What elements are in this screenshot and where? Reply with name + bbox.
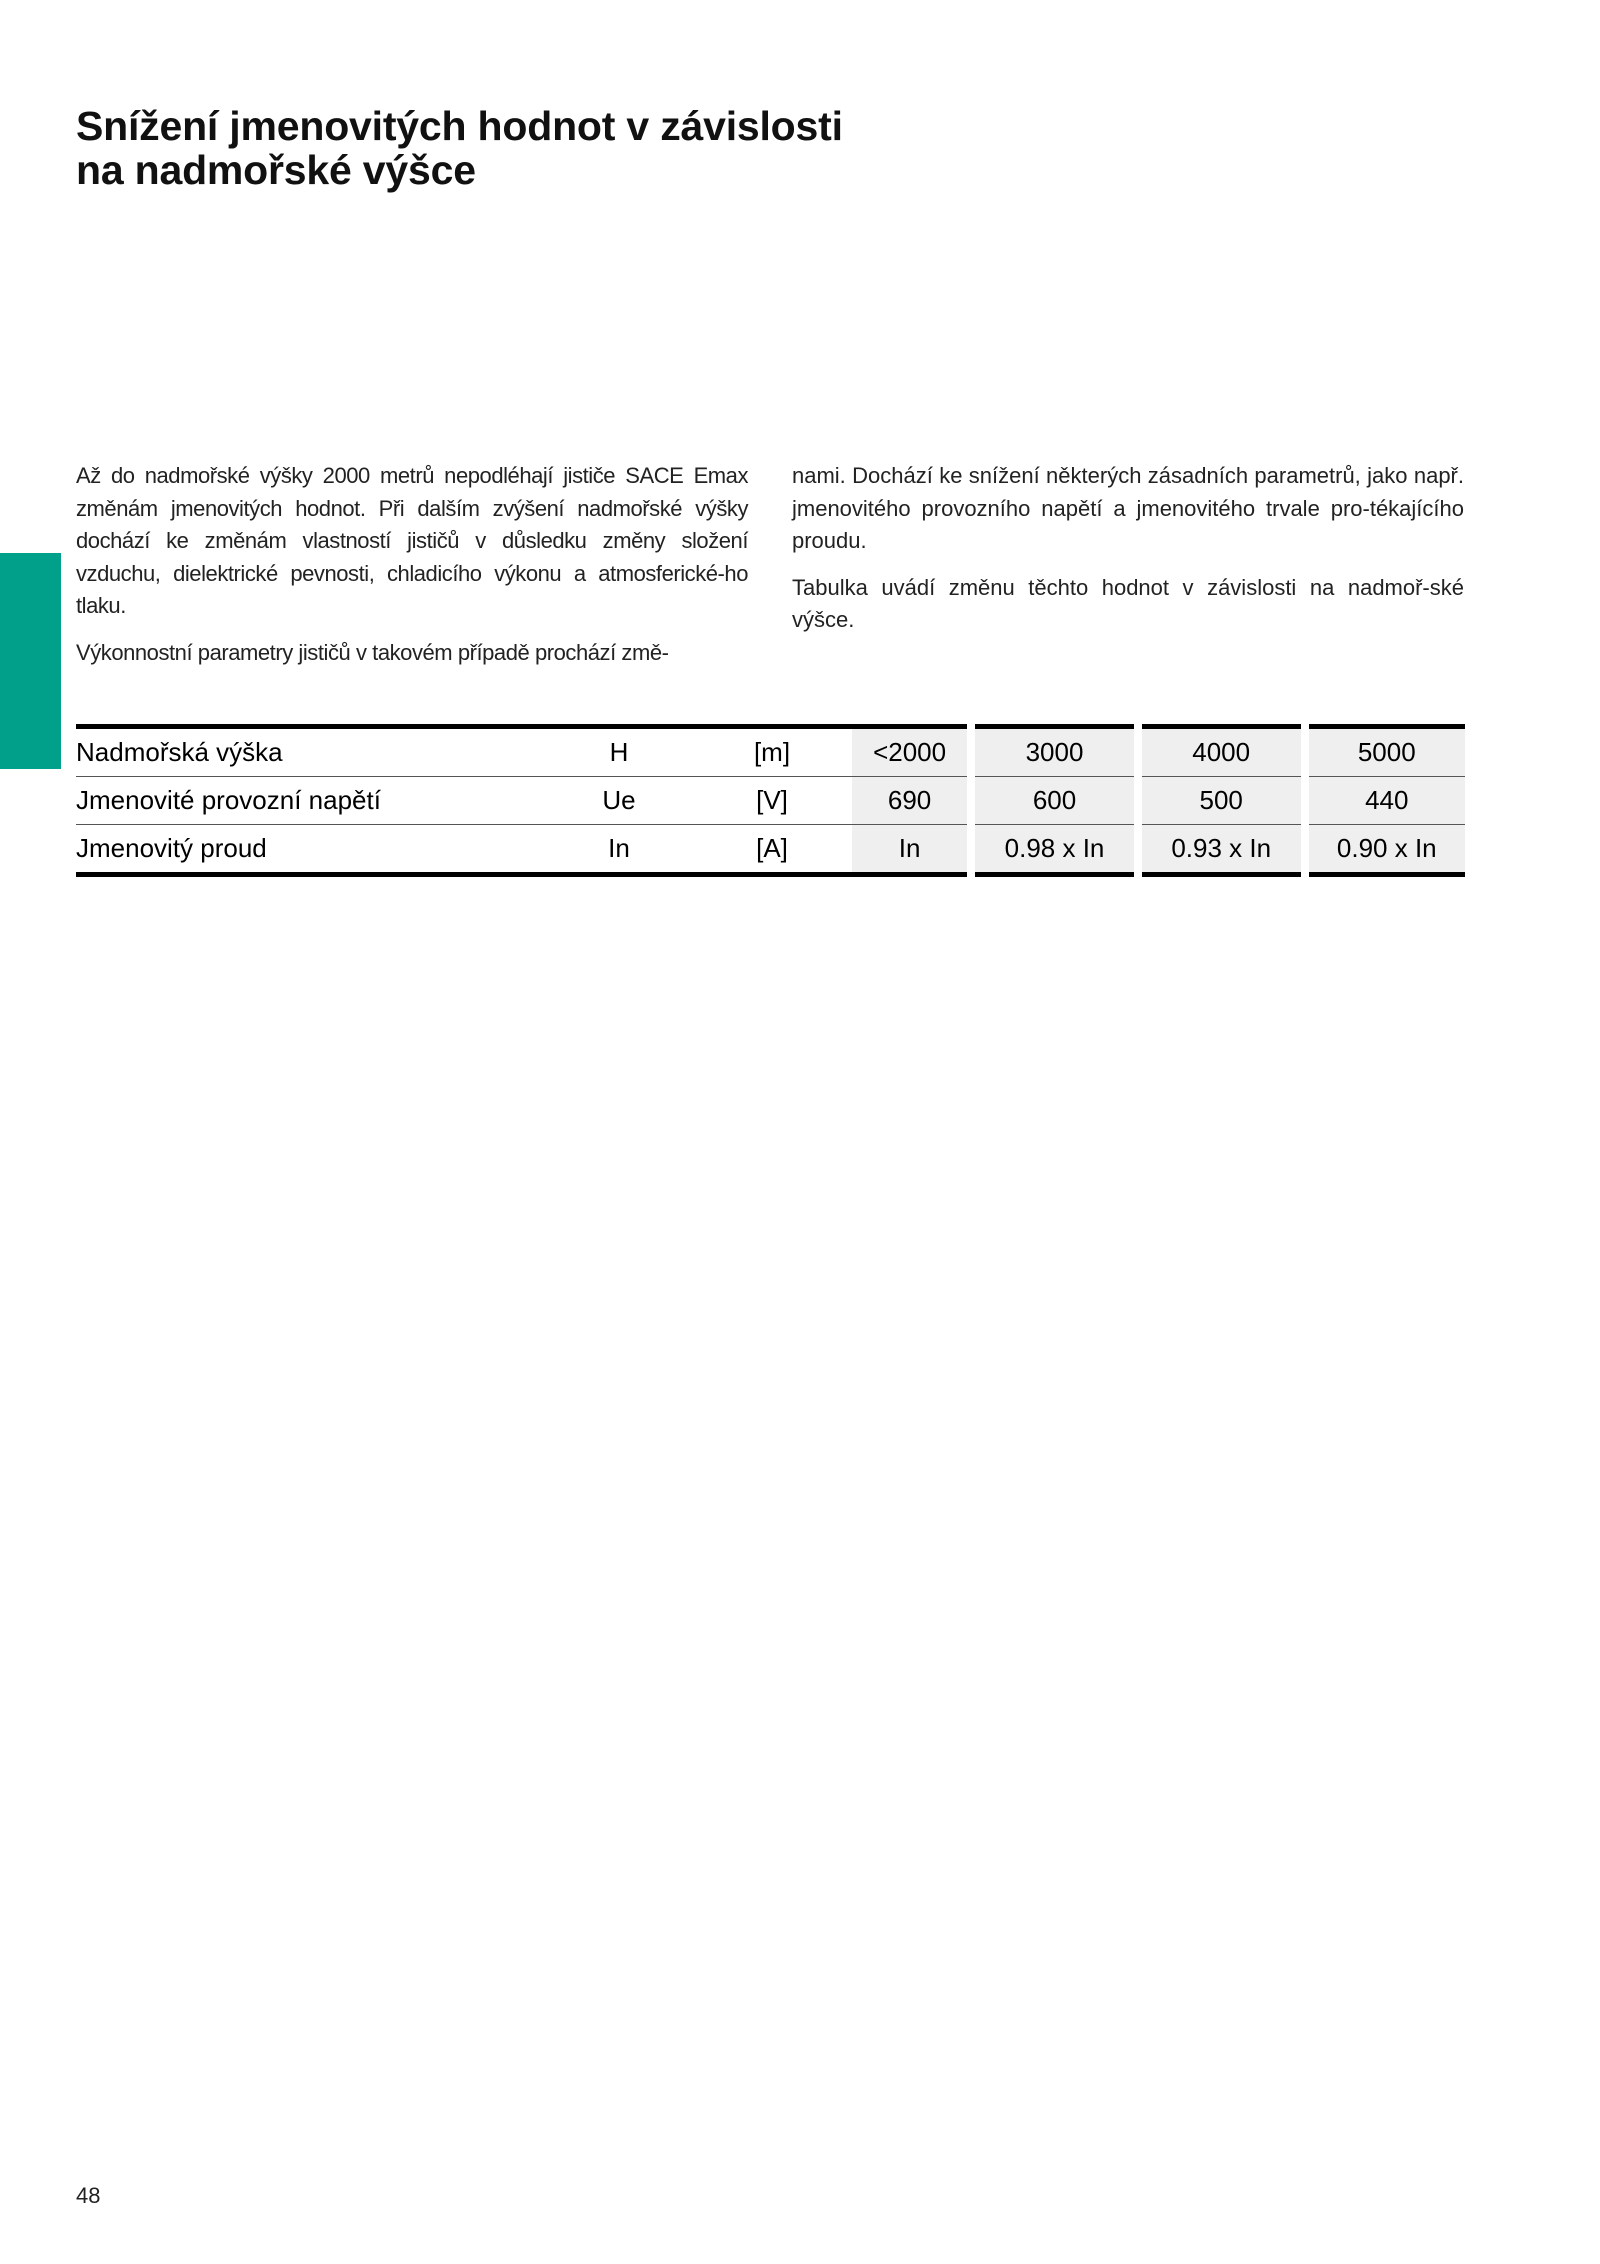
table-cell: 0.90 x In [1305,825,1465,875]
table-cell: 5000 [1305,727,1465,777]
row-unit: [A] [692,825,852,875]
row-unit: [m] [753,737,791,767]
table-cell: 600 [971,777,1138,825]
table-row [76,777,1465,825]
table-cell: 690 [852,777,971,825]
table-cell: 4000 [1138,727,1305,777]
row-symbol: H [609,737,629,767]
paragraph: Výkonnostní parametry jističů v takovém případě prochází změ- [76,639,669,665]
row-label: Jmenovitý proud [76,825,546,875]
row-label: Jmenovité provozní napětí [76,777,546,825]
row-label: Nadmořská výška [76,737,283,767]
page-title [76,104,843,192]
table-cell: 500 [1138,777,1305,825]
table-row [76,825,1465,875]
table-cell: In [852,825,971,875]
page-title-line-1: Snížení jmenovitých hodnot v závislosti [76,103,843,149]
row-symbol: In [546,825,692,875]
section-color-tab [0,553,61,769]
paragraph: Až do nadmořské výšky 2000 metrů nepodléhají jističe SACE Emax změnám jmenovitých hodnot. Při dalším zvýšení nadmořské výšky dochází ke změnám vlastností jističů v důsledku změny složení vzduchu, dielektrické pevnosti, chladicího výkonu a atmosferické-ho tlaku. [76,463,748,618]
row-unit: [V] [692,777,852,825]
page-number: 48 [76,2183,101,2208]
table-cell: 0.98 x In [971,825,1138,875]
body-column-left [76,460,748,683]
row-symbol: Ue [546,777,692,825]
table-cell: <2000 [852,727,971,777]
page-title-line-2: na nadmořské výšce [76,147,476,193]
table-cell: 440 [1305,777,1465,825]
paragraph: nami. Dochází ke snížení některých zásadních parametrů, jako např. jmenovitého provozního napětí a jmenovitého trvale pro-tékajícího proudu. [792,463,1464,553]
table-cell: 3000 [971,727,1138,777]
paragraph: Tabulka uvádí změnu těchto hodnot v závislosti na nadmoř-ské výšce. [792,574,1464,632]
body-column-right [792,460,1464,651]
table-cell: 0.93 x In [1138,825,1305,875]
table-row [76,727,1465,777]
altitude-derating-table [76,724,1465,877]
